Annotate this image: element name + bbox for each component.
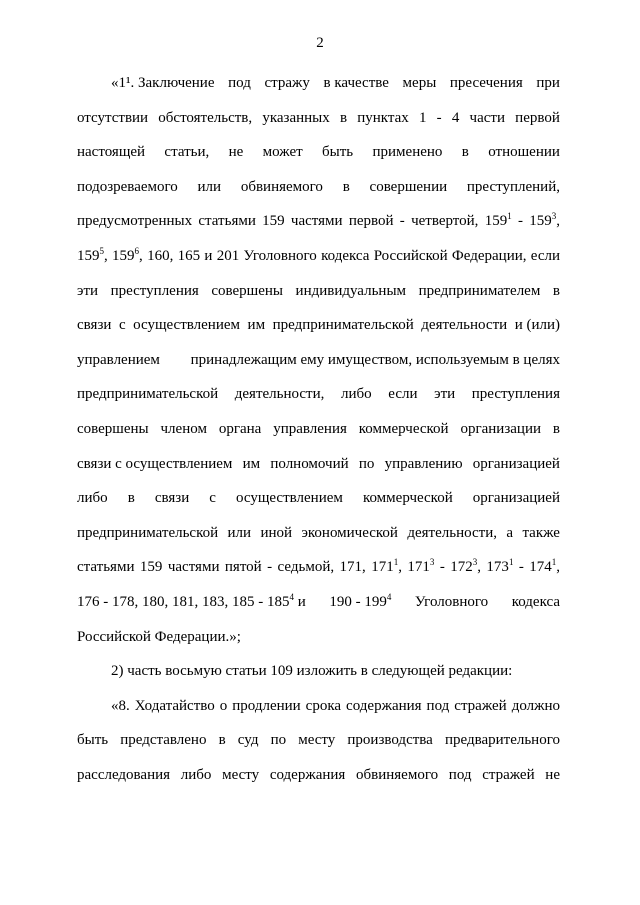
text-line: либо в связи с осуществлением коммерческой организацией <box>77 490 560 507</box>
text-line: предусмотренных статьями 159 частями первой - четвертой, $159^1 - 159^3$, <box>77 211 561 230</box>
text-line: настоящей статьи, не может быть применено в отношении <box>77 144 560 161</box>
paragraph-item-2: 2) часть восьмую статьи 109 изложить в следующей редакции: <box>111 663 513 680</box>
text-line: предпринимательской деятельности, либо если эти преступления <box>77 386 560 403</box>
text-line: предпринимательской или иной экономической деятельности, а также <box>77 524 560 541</box>
text-line: Российской Федерации.»; <box>77 628 241 645</box>
text-line: совершены членом органа управления коммерческой организации в <box>77 420 560 437</box>
text-line: расследования либо месту содержания обвиняемого под стражей не <box>77 766 560 783</box>
text-line: подозреваемого или обвиняемого в совершении преступлений, <box>77 178 560 195</box>
text-line: связи с осуществлением им полномочий по управлению организацией <box>77 455 560 472</box>
paragraph-clause-8 <box>77 689 560 793</box>
text-line: $159^5$, $159^6$, 160, 165 и 201 Уголовного кодекса Российской Федерации, если <box>77 245 560 264</box>
text-line: связи с осуществлением им предпринимательской деятельности и (или) <box>77 317 560 334</box>
text-line: управлением принадлежащим ему имуществом, используемым в целях <box>77 351 560 368</box>
paragraph-clause-1-1 <box>77 66 560 654</box>
document-body <box>77 66 560 792</box>
page-number: 2 <box>316 35 324 51</box>
text-line: быть представлено в суд по месту производства предварительного <box>77 732 560 749</box>
text-line: отсутствии обстоятельств, указанных в пунктах 1 - 4 части первой <box>77 109 560 126</box>
text-line: эти преступления совершены индивидуальным предпринимателем в <box>77 282 560 299</box>
text-line: 176 - 178, 180, 181, 183, $185 - 185^4$ и $190 - 199^4$ Уголовного кодекса <box>77 591 560 610</box>
text-line: «1¹. Заключение под стражу в качестве меры пресечения при <box>111 75 560 91</box>
text-line: статьями 159 частями пятой - седьмой, 171, $171^1$, $171^3 - 172^3$, $173^1 - 174^1$, <box>77 557 561 576</box>
text-line: «8. Ходатайство о продлении срока содержания под стражей должно <box>111 697 560 714</box>
